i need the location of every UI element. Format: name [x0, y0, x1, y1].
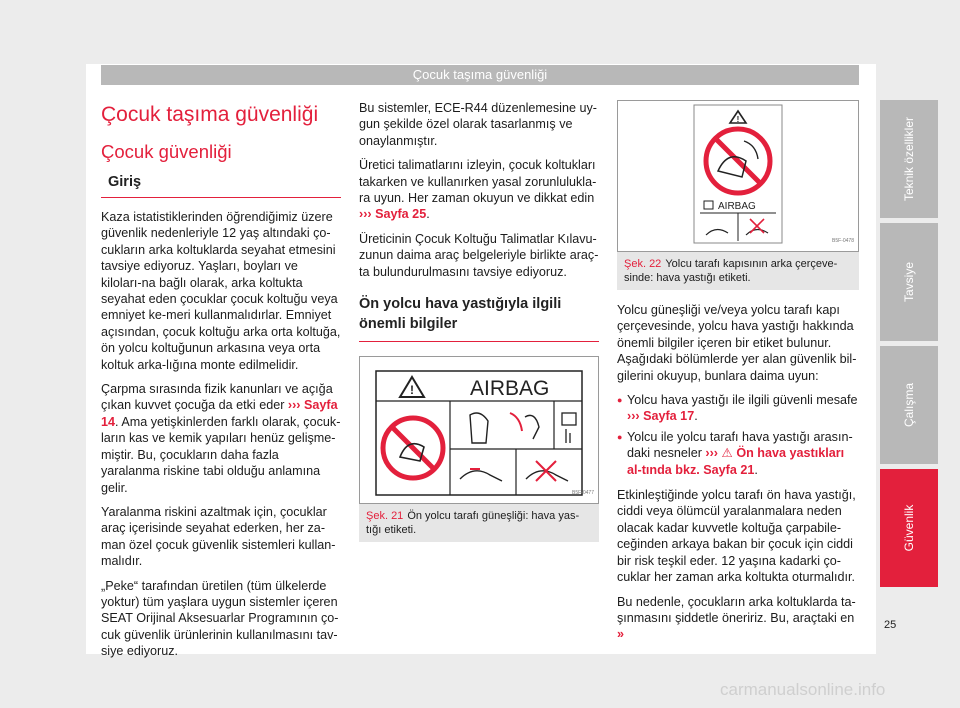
paragraph: Etkinleştiğinde yolcu tarafı ön hava yastığı, ciddi veya ölümcül yaralanmalara neden olacak kadar kuvvetle koltuğa çarpabile-ceğinden arkaya bakan bir çocuk için ciddi bir risk teşkil eder. 12 yaşına kadarki ço-cuklar her zaman arka koltukta oturmalıdır.	[617, 488, 856, 585]
subsection-title: Ön yolcu hava yastığıyla ilgili önemli bilgiler	[359, 294, 599, 342]
running-header: Çocuk taşıma güvenliği	[101, 65, 859, 85]
paragraph: Kaza istatistiklerinden öğrendiğimiz üzere güvenlik nedenleriyle 12 yaş altındaki ço-cukların arka koltuklarda seyahat etmesini tavsiye ediyoruz. Yaşları, boyları ve kiloları-na bağlı olarak, arka koltukta seyahat eden çocuklar çocuk koltuğu veya emniyet ke-meri kullanmalıdırlar. Emniyet açısından, çocuk koltuğu arka orta koltuğa, ön yolcu koltuğunun arkasına veya orta koltuk arka-lığına monte edilmelidir.	[101, 210, 341, 372]
bullet-item: ● Yolcu hava yastığı ile ilgili güvenli mesafe ››› Sayfa 17.	[617, 392, 859, 425]
figure-code: B5F-0477	[572, 489, 594, 496]
paragraph: Yaralanma riskini azaltmak için, çocuklar araç içerisinde seyahat ederken, her za-man özel çocuk güvenlik sistemleri kullan-malıdır.	[101, 504, 336, 569]
section-reference-link[interactable]: Ön hava yastıkları al-tında bkz. Sayfa 21	[627, 446, 845, 477]
page-reference-link[interactable]: ››› Sayfa 17	[627, 409, 695, 424]
subsection-title: Giriş	[101, 172, 341, 198]
paragraph: Çarpma sırasında fizik kanunları ve açığa çıkan kuvvet çocuğa da etki eder ››› Sayfa 14. Ama yetişkinlerden farklı olarak, çocuk-ların kas ve kemik yapıları henüz gelişme-miştir. Bu, çocukların daha fazla yaralanma riskine tabi olduğu anlamına gelir.	[101, 382, 341, 495]
figure-22-airbag-label	[617, 100, 859, 252]
airbag-word: AIRBAG	[470, 377, 550, 401]
figure-code: B5F-0478	[832, 237, 854, 244]
column-3	[617, 100, 859, 651]
paragraph: „Peke“ tarafından üretilen (tüm ülkelerde yoktur) tüm yaşlara uygun sistemler içeren SEAT Orijinal Aksesuarlar Programının ço-cuk güvenlik ürünlerinin kullanılmasını tav-siye ediyoruz.	[101, 578, 339, 659]
page-reference-link[interactable]: ›››	[705, 446, 719, 461]
airbag-word: AIRBAG	[718, 201, 756, 212]
bullet-item: ● Yolcu ile yolcu tarafı hava yastığı arasın-daki nesneler ››› ⚠ Ön hava yastıkları al-tında bkz. Sayfa 21.	[617, 429, 859, 478]
paragraph: Üreticinin Çocuk Koltuğu Talimatlar Kılavu-zunun daima araç belgeleriyle birlikte araç-ta bulundurulmasını tavsiye ediyoruz.	[359, 231, 599, 279]
column-1	[101, 100, 341, 668]
figure-label: Şek. 21	[366, 510, 404, 523]
chapter-title: Çocuk taşıma güvenliği	[101, 103, 319, 126]
section-title: Çocuk güvenliği	[101, 141, 232, 162]
paragraph: Yolcu güneşliği ve/veya yolcu tarafı kapı çerçevesinde, yolcu hava yastığı hakkında önemli bilgiler içeren bir etiket bulunur. Aşağıdaki bölümlerde yer alan güvenlik bil-gilerini okuyup, bunlara daima uyun:	[617, 303, 857, 383]
column-2	[359, 100, 599, 554]
continue-arrow-icon: »	[617, 627, 625, 642]
page-number: 25	[884, 619, 897, 631]
airbag-sunvisor-label-illustration	[360, 357, 598, 503]
page-reference-link[interactable]: ››› Sayfa 25	[359, 207, 427, 222]
paragraph: Üretici talimatlarını izleyin, çocuk koltukları takarken ve kullanırken yasal zorunlulukla-ra uyun. Her zaman okuyun ve dikkat edin ››› Sayfa 25.	[359, 158, 597, 222]
tab-calisma[interactable]: Çalışma	[880, 346, 938, 464]
paragraph: Bu nedenle, çocukların arka koltuklarda ta-şınmasını şiddetle öneririz. Bu, araçtaki en »	[617, 594, 856, 642]
figure-caption: Şek. 22 Yolcu tarafı kapısının arka çerçeve-sinde: hava yastığı etiketi.	[617, 252, 859, 290]
page-reference-link[interactable]: ››› Sayfa 14	[101, 398, 338, 429]
warning-triangle-icon: ⚠	[721, 446, 733, 461]
figure-21-airbag-label	[359, 356, 599, 504]
svg-text:!: !	[410, 383, 414, 398]
chapter-tabs	[880, 100, 938, 592]
tab-guvenlik[interactable]: Güvenlik	[880, 469, 938, 587]
tab-tavsiye[interactable]: Tavsiye	[880, 223, 938, 341]
figure-label: Şek. 22	[624, 258, 662, 270]
watermark: carmanualsonline.info	[720, 680, 886, 699]
airbag-door-label-illustration	[618, 101, 858, 251]
svg-text:!: !	[736, 115, 740, 124]
paragraph: Bu sistemler, ECE-R44 düzenlemesine uy-gun şekilde özel olarak tasarlanmış ve onaylanmıştır.	[359, 101, 597, 148]
tab-teknik-ozellikler[interactable]: Teknik özellikler	[880, 100, 938, 218]
figure-caption: Şek. 21 Ön yolcu tarafı güneşliği: hava yas-tığı etiketi.	[359, 504, 599, 542]
